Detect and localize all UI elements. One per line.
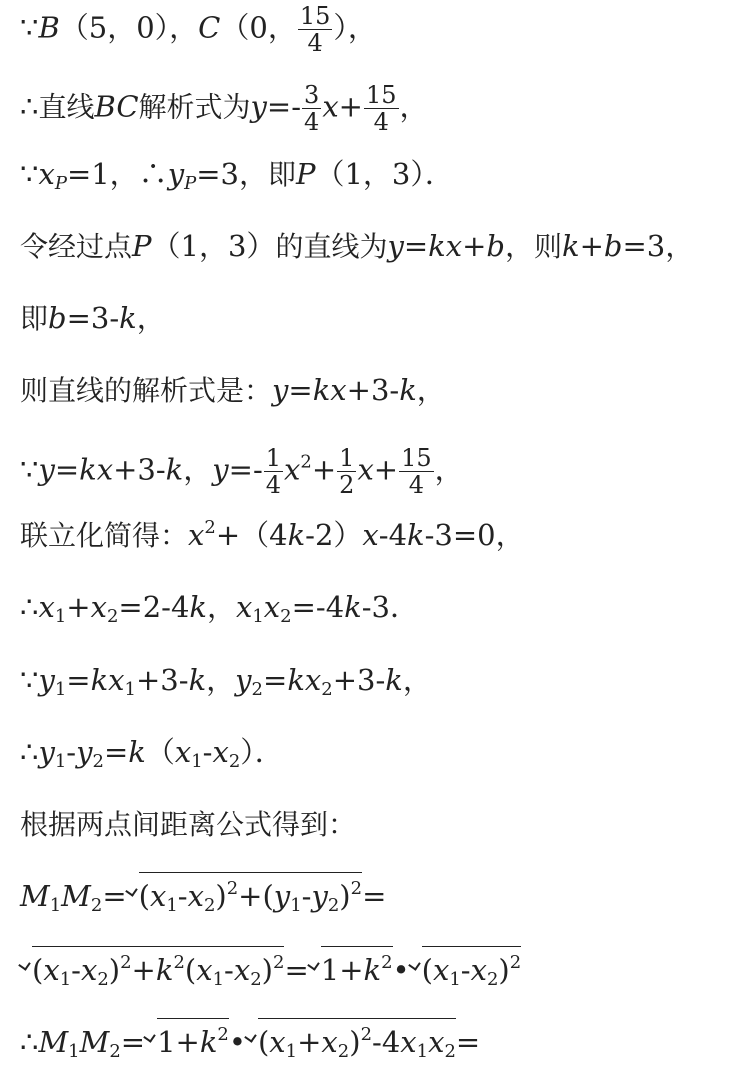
solution-line-15: $\therefore M_1M_2=$ $1+k^2•$ $(x_1+x_2)^2-4x_1x_2=$ bbox=[20, 1018, 480, 1059]
sqrt-symbol: $1+k^2$ bbox=[309, 946, 393, 987]
solution-line-6: 则直线的解析式是：y=kx+3-k， bbox=[20, 373, 446, 407]
solution-line-12: 根据两点间距离公式得到： bbox=[20, 808, 357, 841]
solution-line-3: $\because x_P=1$，$\therefore y_P=3$，即P（1，3）． bbox=[20, 157, 454, 194]
solution-line-2: ∴直线BC解析式为y=- $\frac{3}{4}$ x+ $\frac{15}{4}$ ， bbox=[20, 81, 429, 136]
solution-line-9: $\therefore x_1+x_2=2-4k$，$x_1x_2=-4k-3$． bbox=[20, 590, 419, 627]
sqrt-symbol: $(x_1-x_2)^2+k^2(x_1-x_2)^2$ bbox=[20, 946, 284, 987]
solution-line-1: ∵B（5，0），C（0， $\frac{15}{4}$ ）， bbox=[20, 2, 377, 57]
solution-line-13: $M_1M_2= (x_1-x_2)^2+(y_1-y_2)^2=$ bbox=[20, 872, 386, 913]
sqrt-symbol: $(x_1-x_2)^2+(y_1-y_2)^2$ bbox=[127, 872, 362, 913]
sqrt-symbol: $(x_1-x_2)^2$ bbox=[410, 946, 522, 987]
solution-line-11: $\therefore y_1-y_2=k(x_1-x_2)$． bbox=[20, 735, 284, 772]
solution-line-14: $(x_1-x_2)^2+k^2(x_1-x_2)^2=$ $1+k^2•$ $(x_1-x_2)^2$ bbox=[20, 946, 521, 987]
sqrt-symbol: $(x_1+x_2)^2-4x_1x_2$ bbox=[246, 1018, 456, 1059]
solution-line-7: ∵y=kx+3-k，y=- $\frac{1}{4}$ $x^2+$ $\frac{1}{2}$ x+ $\frac{15}{4}$ ， bbox=[20, 444, 464, 499]
solution-line-10: $\because y_1=kx_1+3-k$，$y_2=kx_2+3-k$， bbox=[20, 663, 432, 700]
sqrt-symbol: $1+k^2$ bbox=[145, 1018, 229, 1059]
solution-line-4: 令经过点P（1，3）的直线为y=kx+b，则k+b=3， bbox=[20, 229, 695, 263]
solution-line-5: 即b=3-k， bbox=[20, 301, 166, 335]
solution-line-8: 联立化简得：$x^2+(4k-2)x-4k-3=0$， bbox=[20, 517, 525, 552]
